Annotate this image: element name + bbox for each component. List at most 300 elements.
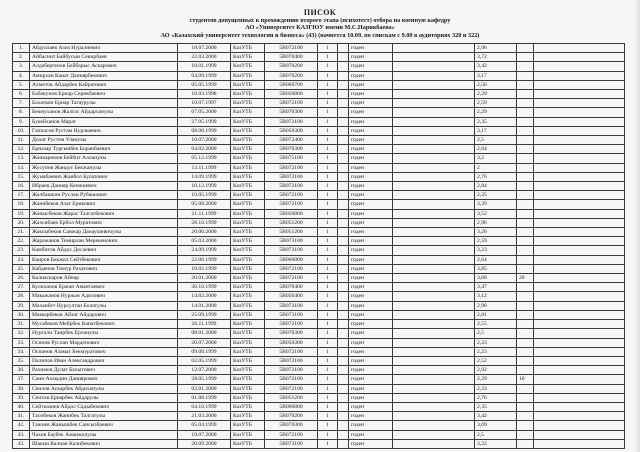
- gpa-score: 3,39: [475, 200, 517, 209]
- university: КазУТБ: [231, 402, 265, 411]
- university: КазУТБ: [231, 356, 265, 365]
- fitness-status: годен: [349, 228, 393, 237]
- row-number: 35.: [13, 356, 30, 365]
- blank-cell: [393, 347, 475, 356]
- blank-cell: [534, 154, 625, 163]
- birth-date: 04.10.1999: [178, 402, 231, 411]
- fitness-status: годен: [349, 136, 393, 145]
- blank-cell: [534, 117, 625, 126]
- blank-cell: [393, 62, 475, 71]
- blank-cell: [393, 255, 475, 264]
- row-number: 9.: [13, 117, 30, 126]
- table-row: [13, 393, 625, 402]
- blank-cell: [534, 347, 625, 356]
- scan-shadow-edge: [634, 0, 640, 452]
- blank-cell: [534, 283, 625, 292]
- blank-cell: [338, 108, 349, 117]
- student-name: Калиаскаров Айнар: [30, 274, 178, 283]
- student-name: Ахметов Айдарбек Кайратович: [30, 80, 178, 89]
- blank-cell: [393, 264, 475, 273]
- extra-mark: [517, 228, 534, 237]
- blank-cell: [393, 356, 475, 365]
- university: КазУТБ: [231, 53, 265, 62]
- university: КазУТБ: [231, 274, 265, 283]
- blank-cell: [534, 393, 625, 402]
- row-number: 6.: [13, 90, 30, 99]
- specialty-code: 5В073100: [265, 246, 318, 255]
- birth-date: 07.05.2000: [178, 108, 231, 117]
- university: КазУТБ: [231, 209, 265, 218]
- blank-cell: [393, 80, 475, 89]
- stage-mark: 1: [318, 237, 338, 246]
- specialty-code: 5В073100: [265, 439, 318, 448]
- blank-cell: [393, 209, 475, 218]
- row-number: 39.: [13, 393, 30, 402]
- gpa-score: 2,96: [475, 301, 517, 310]
- fitness-status: годен: [349, 366, 393, 375]
- stage-mark: 1: [318, 246, 338, 255]
- row-number: 42.: [13, 421, 30, 430]
- student-name: Букейханов Марат: [30, 117, 178, 126]
- row-number: 28.: [13, 292, 30, 301]
- blank-cell: [338, 126, 349, 135]
- birth-date: 19.07.2000: [178, 430, 231, 439]
- blank-cell: [393, 200, 475, 209]
- fitness-status: годен: [349, 274, 393, 283]
- fitness-status: годен: [349, 421, 393, 430]
- row-number: 14.: [13, 163, 30, 172]
- specialty-code: 5В070300: [265, 421, 318, 430]
- extra-mark: [517, 421, 534, 430]
- row-number: 5.: [13, 80, 30, 89]
- extra-mark: [517, 430, 534, 439]
- blank-cell: [393, 375, 475, 384]
- table-row: [13, 292, 625, 301]
- gpa-score: 2,92: [475, 366, 517, 375]
- blank-cell: [338, 439, 349, 448]
- table-row: [13, 90, 625, 99]
- row-number: 27.: [13, 283, 30, 292]
- university: КазУТБ: [231, 172, 265, 181]
- blank-cell: [338, 191, 349, 200]
- blank-cell: [393, 393, 475, 402]
- university: КазУТБ: [231, 430, 265, 439]
- specialty-code: 5В072100: [265, 99, 318, 108]
- student-name: Чахов Баубек Аманжолулы: [30, 430, 178, 439]
- university: КазУТБ: [231, 412, 265, 421]
- birth-date: 13.11.1999: [178, 163, 231, 172]
- stage-mark: 1: [318, 62, 338, 71]
- blank-cell: [534, 237, 625, 246]
- birth-date: 27.05.1999: [178, 117, 231, 126]
- row-number: 30.: [13, 310, 30, 319]
- stage-mark: 1: [318, 338, 338, 347]
- blank-cell: [338, 136, 349, 145]
- student-name: Жанибеков Азат Ерикович: [30, 200, 178, 209]
- gpa-score: 2,29: [475, 108, 517, 117]
- table-row: [13, 218, 625, 227]
- birth-date: 20.01.2000: [178, 274, 231, 283]
- gpa-score: 2,59: [475, 237, 517, 246]
- birth-date: 12.07.2000: [178, 366, 231, 375]
- blank-cell: [534, 274, 625, 283]
- fitness-status: годен: [349, 320, 393, 329]
- student-name: Рахимов Дулат Бахытович: [30, 366, 178, 375]
- specialty-code: 5В072100: [265, 163, 318, 172]
- blank-cell: [338, 71, 349, 80]
- gpa-score: 3,17: [475, 71, 517, 80]
- birth-date: 02.01.2000: [178, 384, 231, 393]
- gpa-score: 2,76: [475, 393, 517, 402]
- extra-mark: [517, 356, 534, 365]
- specialty-code: 5В070200: [265, 62, 318, 71]
- specialty-code: 5В070300: [265, 108, 318, 117]
- blank-cell: [534, 99, 625, 108]
- gpa-score: 2,64: [475, 255, 517, 264]
- blank-cell: [338, 99, 349, 108]
- university: КазУТБ: [231, 347, 265, 356]
- fitness-status: годен: [349, 53, 393, 62]
- fitness-status: годен: [349, 62, 393, 71]
- extra-mark: [517, 347, 534, 356]
- birth-date: 16.03.1998: [178, 90, 231, 99]
- table-row: [13, 320, 625, 329]
- blank-cell: [534, 430, 625, 439]
- student-name: Бахаткон Ернар Тагаурулы: [30, 99, 178, 108]
- gpa-score: 2,35: [475, 402, 517, 411]
- stage-mark: 1: [318, 347, 338, 356]
- blank-cell: [393, 430, 475, 439]
- birth-date: 05.08.2000: [178, 200, 231, 209]
- birth-date: 25.09.1999: [178, 310, 231, 319]
- row-number: 8.: [13, 108, 30, 117]
- stage-mark: 1: [318, 393, 338, 402]
- student-name: Маханбет Нурсултан Болатулы: [30, 301, 178, 310]
- fitness-status: годен: [349, 283, 393, 292]
- table-row: [13, 117, 625, 126]
- gpa-score: 3,22: [475, 439, 517, 448]
- table-row: [13, 99, 625, 108]
- gpa-score: 3,47: [475, 283, 517, 292]
- blank-cell: [338, 44, 349, 53]
- extra-mark: 10: [517, 375, 534, 384]
- blank-cell: [338, 209, 349, 218]
- birth-date: 05.03.2000: [178, 237, 231, 246]
- birth-date: 04.09.1999: [178, 71, 231, 80]
- stage-mark: 1: [318, 310, 338, 319]
- gpa-score: 2,5: [475, 430, 517, 439]
- extra-mark: [517, 117, 534, 126]
- blank-cell: [338, 356, 349, 365]
- university: КазУТБ: [231, 145, 265, 154]
- birth-date: 14.01.2000: [178, 301, 231, 310]
- row-number: 15.: [13, 172, 30, 181]
- gpa-score: 2,35: [475, 191, 517, 200]
- gpa-score: 2,5: [475, 136, 517, 145]
- blank-cell: [393, 421, 475, 430]
- row-number: 2.: [13, 53, 30, 62]
- student-name: Жанкаримов Бейбит Алланулы: [30, 154, 178, 163]
- extra-mark: [517, 182, 534, 191]
- gpa-score: 2,33: [475, 384, 517, 393]
- table-row: [13, 200, 625, 209]
- university: КазУТБ: [231, 384, 265, 393]
- student-roster-table: [12, 43, 625, 449]
- student-name: Каиров Бекжол Сейтбекович: [30, 255, 178, 264]
- university: КазУТБ: [231, 292, 265, 301]
- stage-mark: 1: [318, 356, 338, 365]
- specialty-code: 5В072100: [265, 191, 318, 200]
- blank-cell: [534, 310, 625, 319]
- gpa-score: 2,5: [475, 329, 517, 338]
- fitness-status: годен: [349, 90, 393, 99]
- blank-cell: [534, 145, 625, 154]
- table-row: [13, 421, 625, 430]
- fitness-status: годен: [349, 71, 393, 80]
- fitness-status: годен: [349, 338, 393, 347]
- stage-mark: 1: [318, 80, 338, 89]
- table-row: [13, 430, 625, 439]
- blank-cell: [393, 145, 475, 154]
- birth-date: 10.05.1999: [178, 191, 231, 200]
- row-number: 40.: [13, 402, 30, 411]
- stage-mark: 1: [318, 209, 338, 218]
- blank-cell: [534, 218, 625, 227]
- specialty-code: 5В070400: [265, 283, 318, 292]
- blank-cell: [393, 218, 475, 227]
- student-name: Жалбашкин Руслан Рубашович: [30, 191, 178, 200]
- blank-cell: [534, 90, 625, 99]
- specialty-code: 5В050800: [265, 90, 318, 99]
- student-name: Жахсибаев Ербол Муратович: [30, 218, 178, 227]
- blank-cell: [534, 320, 625, 329]
- fitness-status: годен: [349, 117, 393, 126]
- blank-cell: [393, 44, 475, 53]
- specialty-code: 5В072100: [265, 356, 318, 365]
- extra-mark: [517, 99, 534, 108]
- university: КазУТБ: [231, 126, 265, 135]
- fitness-status: годен: [349, 264, 393, 273]
- blank-cell: [393, 366, 475, 375]
- extra-mark: [517, 320, 534, 329]
- extra-mark: [517, 412, 534, 421]
- table-row: [13, 375, 625, 384]
- stage-mark: 1: [318, 264, 338, 273]
- row-number: 10.: [13, 126, 30, 135]
- university: КазУТБ: [231, 338, 265, 347]
- stage-mark: 1: [318, 375, 338, 384]
- student-name: Бекмуханов Жалгас Айдарханулы: [30, 108, 178, 117]
- student-name: Ибраев Данияр Кенжиевич: [30, 182, 178, 191]
- fitness-status: годен: [349, 99, 393, 108]
- stage-mark: 1: [318, 182, 338, 191]
- university: КазУТБ: [231, 108, 265, 117]
- row-number: 1.: [13, 44, 30, 53]
- birth-date: 05.04.1999: [178, 421, 231, 430]
- student-name: Нургали Таирбек Ерланулы: [30, 329, 178, 338]
- birth-date: 08.01.2000: [178, 329, 231, 338]
- student-name: Долат Рустем Уланулы: [30, 136, 178, 145]
- blank-cell: [338, 163, 349, 172]
- gpa-score: 2,96: [475, 44, 517, 53]
- table-row: [13, 347, 625, 356]
- row-number: 38.: [13, 384, 30, 393]
- row-number: 13.: [13, 154, 30, 163]
- student-name: Мусабеков Мейрбек Канатбекович: [30, 320, 178, 329]
- blank-cell: [338, 366, 349, 375]
- specialty-code: 5В051200: [265, 218, 318, 227]
- stage-mark: 1: [318, 412, 338, 421]
- table-row: [13, 412, 625, 421]
- gpa-score: 2,23: [475, 338, 517, 347]
- birth-date: 09.09.1999: [178, 347, 231, 356]
- table-row: [13, 191, 625, 200]
- table-row: [13, 80, 625, 89]
- university: КазУТБ: [231, 264, 265, 273]
- row-number: 31.: [13, 320, 30, 329]
- table-row: [13, 126, 625, 135]
- student-name: Айбасинт Байбусын Секирбаев: [30, 53, 178, 62]
- table-row: [13, 172, 625, 181]
- blank-cell: [338, 237, 349, 246]
- blank-cell: [338, 301, 349, 310]
- student-name: Камбитов Айдос Досаевич: [30, 246, 178, 255]
- blank-cell: [338, 182, 349, 191]
- blank-cell: [393, 274, 475, 283]
- extra-mark: [517, 136, 534, 145]
- specialty-code: 5В072100: [265, 200, 318, 209]
- student-name: Сеилов Аскарбек Абдиханулы: [30, 384, 178, 393]
- specialty-code: 5В075100: [265, 154, 318, 163]
- specialty-code: 5В073100: [265, 237, 318, 246]
- stage-mark: 1: [318, 154, 338, 163]
- university: КазУТБ: [231, 366, 265, 375]
- gpa-score: 3,12: [475, 292, 517, 301]
- blank-cell: [338, 283, 349, 292]
- student-name: Тасибеков Жанибек Талгатулы: [30, 412, 178, 421]
- specialty-code: 5В060800: [265, 255, 318, 264]
- stage-mark: 1: [318, 301, 338, 310]
- fitness-status: годен: [349, 430, 393, 439]
- extra-mark: [517, 393, 534, 402]
- table-row: [13, 439, 625, 448]
- row-number: 34.: [13, 347, 30, 356]
- table-row: [13, 329, 625, 338]
- stage-mark: 1: [318, 90, 338, 99]
- blank-cell: [534, 209, 625, 218]
- fitness-status: годен: [349, 145, 393, 154]
- blank-cell: [393, 90, 475, 99]
- extra-mark: [517, 191, 534, 200]
- table-row: [13, 228, 625, 237]
- stage-mark: 1: [318, 366, 338, 375]
- stage-mark: 1: [318, 274, 338, 283]
- specialty-code: 5В072100: [265, 117, 318, 126]
- specialty-code: 5В072100: [265, 366, 318, 375]
- table-row: [13, 163, 625, 172]
- specialty-code: 5В072100: [265, 430, 318, 439]
- fitness-status: годен: [349, 412, 393, 421]
- blank-cell: [393, 154, 475, 163]
- university: КазУТБ: [231, 163, 265, 172]
- birth-date: 21.11.1999: [178, 209, 231, 218]
- blank-cell: [393, 172, 475, 181]
- table-row: [13, 62, 625, 71]
- student-name: Гаппасов Рустам Нурлыевич: [30, 126, 178, 135]
- row-number: 21.: [13, 228, 30, 237]
- blank-cell: [393, 126, 475, 135]
- blank-cell: [534, 191, 625, 200]
- extra-mark: [517, 44, 534, 53]
- stage-mark: 1: [318, 283, 338, 292]
- student-name: Жусупов Жандос Бекжанулы: [30, 163, 178, 172]
- birth-date: 21.03.2000: [178, 412, 231, 421]
- extra-mark: [517, 310, 534, 319]
- student-name: Кабденов Тимур Рахатович: [30, 264, 178, 273]
- gpa-score: 3,17: [475, 126, 517, 135]
- gpa-score: 2,84: [475, 182, 517, 191]
- university: КазУТБ: [231, 154, 265, 163]
- stage-mark: 1: [318, 255, 338, 264]
- stage-mark: 1: [318, 439, 338, 448]
- university: КазУТБ: [231, 439, 265, 448]
- stage-mark: 1: [318, 99, 338, 108]
- extra-mark: [517, 329, 534, 338]
- birth-date: 20.07.2000: [178, 338, 231, 347]
- blank-cell: [534, 384, 625, 393]
- blank-cell: [338, 80, 349, 89]
- extra-mark: [517, 218, 534, 227]
- extra-mark: [517, 301, 534, 310]
- blank-cell: [534, 163, 625, 172]
- specialty-code: 5В060700: [265, 80, 318, 89]
- student-name: Жаражанов Темирлан Мерекенович: [30, 237, 178, 246]
- birth-date: 20.06.2000: [178, 228, 231, 237]
- blank-cell: [534, 80, 625, 89]
- extra-mark: 20: [517, 274, 534, 283]
- university: КазУТБ: [231, 329, 265, 338]
- student-name: Макажанов Нуржан Адилович: [30, 292, 178, 301]
- student-name: Жаксыбеков Санжар Данаушевичулы: [30, 228, 178, 237]
- blank-cell: [534, 412, 625, 421]
- fitness-status: годен: [349, 246, 393, 255]
- university: КазУТБ: [231, 375, 265, 384]
- table-row: [13, 71, 625, 80]
- stage-mark: 1: [318, 228, 338, 237]
- fitness-status: годен: [349, 375, 393, 384]
- stage-mark: 1: [318, 126, 338, 135]
- extra-mark: [517, 237, 534, 246]
- birth-date: 20.09.2000: [178, 439, 231, 448]
- student-name: Сеитов Ернарбек Айдарулы: [30, 393, 178, 402]
- university: КазУТБ: [231, 182, 265, 191]
- birth-date: 05.05.1999: [178, 80, 231, 89]
- gpa-score: 2,55: [475, 320, 517, 329]
- extra-mark: [517, 283, 534, 292]
- extra-mark: [517, 384, 534, 393]
- table-row: [13, 246, 625, 255]
- blank-cell: [393, 402, 475, 411]
- birth-date: 01.08.1999: [178, 393, 231, 402]
- fitness-status: годен: [349, 310, 393, 319]
- specialty-code: 5В072100: [265, 182, 318, 191]
- row-number: 4.: [13, 71, 30, 80]
- university: КазУТБ: [231, 44, 265, 53]
- specialty-code: 5В073100: [265, 310, 318, 319]
- fitness-status: годен: [349, 191, 393, 200]
- university: КазУТБ: [231, 117, 265, 126]
- extra-mark: [517, 126, 534, 135]
